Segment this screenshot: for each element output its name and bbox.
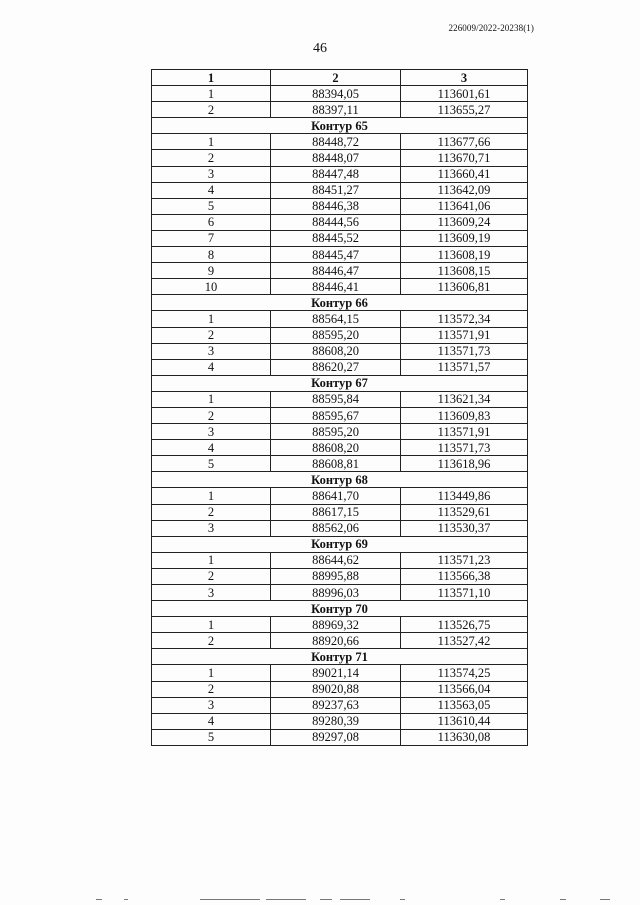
point-number-cell: 2	[152, 407, 271, 423]
x-coordinate-cell: 88397,11	[271, 102, 401, 118]
point-number-cell: 1	[152, 665, 271, 681]
contour-label: Контур 69	[152, 536, 528, 552]
point-number-cell: 5	[152, 198, 271, 214]
y-coordinate-cell: 113660,41	[401, 166, 528, 182]
table-row	[152, 407, 528, 423]
point-number-cell: 1	[152, 134, 271, 150]
point-number-cell: 2	[152, 327, 271, 343]
y-coordinate-cell: 113574,25	[401, 665, 528, 681]
point-number-cell: 3	[152, 697, 271, 713]
point-number-cell: 2	[152, 102, 271, 118]
y-coordinate-cell: 113601,61	[401, 86, 528, 102]
y-coordinate-cell: 113529,61	[401, 504, 528, 520]
x-coordinate-cell: 88451,27	[271, 182, 401, 198]
table-row	[152, 681, 528, 697]
x-coordinate-cell: 88641,70	[271, 488, 401, 504]
x-coordinate-cell: 89237,63	[271, 697, 401, 713]
point-number-cell: 10	[152, 279, 271, 295]
y-coordinate-cell: 113621,34	[401, 391, 528, 407]
y-coordinate-cell: 113571,73	[401, 440, 528, 456]
point-number-cell: 4	[152, 359, 271, 375]
x-coordinate-cell: 89297,08	[271, 729, 401, 745]
x-coordinate-cell: 88394,05	[271, 86, 401, 102]
x-coordinate-cell: 88564,15	[271, 311, 401, 327]
x-coordinate-cell: 89021,14	[271, 665, 401, 681]
coordinates-table	[151, 69, 528, 746]
x-coordinate-cell: 88644,62	[271, 552, 401, 568]
x-coordinate-cell: 88446,47	[271, 263, 401, 279]
x-coordinate-cell: 88595,84	[271, 391, 401, 407]
point-number-cell: 1	[152, 617, 271, 633]
x-coordinate-cell: 88608,20	[271, 440, 401, 456]
page-number: 46	[313, 41, 327, 56]
y-coordinate-cell: 113566,38	[401, 568, 528, 584]
contour-label: Контур 67	[152, 375, 528, 391]
point-number-cell: 3	[152, 343, 271, 359]
y-coordinate-cell: 113571,91	[401, 424, 528, 440]
y-coordinate-cell: 113530,37	[401, 520, 528, 536]
point-number-cell: 6	[152, 214, 271, 230]
document-id: 226009/2022-20238(1)	[448, 23, 534, 33]
table-row	[152, 247, 528, 263]
table-row	[152, 729, 528, 745]
point-number-cell: 9	[152, 263, 271, 279]
point-number-cell: 1	[152, 391, 271, 407]
table-row	[152, 230, 528, 246]
point-number-cell: 3	[152, 520, 271, 536]
table-row	[152, 665, 528, 681]
y-coordinate-cell: 113606,81	[401, 279, 528, 295]
column-header-x: 2	[271, 70, 401, 86]
point-number-cell: 1	[152, 86, 271, 102]
contour-label: Контур 71	[152, 649, 528, 665]
point-number-cell: 2	[152, 681, 271, 697]
x-coordinate-cell: 88996,03	[271, 585, 401, 601]
table-row	[152, 214, 528, 230]
point-number-cell: 4	[152, 182, 271, 198]
x-coordinate-cell: 88595,20	[271, 327, 401, 343]
table-row	[152, 279, 528, 295]
point-number-cell: 5	[152, 729, 271, 745]
contour-header-row	[152, 375, 528, 391]
y-coordinate-cell: 113609,24	[401, 214, 528, 230]
table-row	[152, 568, 528, 584]
table-row	[152, 617, 528, 633]
point-number-cell: 2	[152, 633, 271, 649]
y-coordinate-cell: 113527,42	[401, 633, 528, 649]
table-row	[152, 697, 528, 713]
y-coordinate-cell: 113608,15	[401, 263, 528, 279]
column-header-y: 3	[401, 70, 528, 86]
table-row	[152, 456, 528, 472]
x-coordinate-cell: 88595,67	[271, 407, 401, 423]
y-coordinate-cell: 113609,83	[401, 407, 528, 423]
y-coordinate-cell: 113572,34	[401, 311, 528, 327]
x-coordinate-cell: 89020,88	[271, 681, 401, 697]
table-row	[152, 86, 528, 102]
point-number-cell: 5	[152, 456, 271, 472]
y-coordinate-cell: 113571,23	[401, 552, 528, 568]
y-coordinate-cell: 113526,75	[401, 617, 528, 633]
contour-header-row	[152, 536, 528, 552]
point-number-cell: 4	[152, 713, 271, 729]
column-header-point: 1	[152, 70, 271, 86]
contour-label: Контур 65	[152, 118, 528, 134]
contour-label: Контур 68	[152, 472, 528, 488]
y-coordinate-cell: 113655,27	[401, 102, 528, 118]
x-coordinate-cell: 88445,47	[271, 247, 401, 263]
point-number-cell: 8	[152, 247, 271, 263]
table-row	[152, 440, 528, 456]
y-coordinate-cell: 113630,08	[401, 729, 528, 745]
x-coordinate-cell: 88969,32	[271, 617, 401, 633]
table-row	[152, 391, 528, 407]
table-row	[152, 343, 528, 359]
contour-label: Контур 70	[152, 601, 528, 617]
point-number-cell: 1	[152, 311, 271, 327]
y-coordinate-cell: 113571,10	[401, 585, 528, 601]
point-number-cell: 3	[152, 166, 271, 182]
y-coordinate-cell: 113677,66	[401, 134, 528, 150]
y-coordinate-cell: 113642,09	[401, 182, 528, 198]
y-coordinate-cell: 113610,44	[401, 713, 528, 729]
contour-header-row	[152, 472, 528, 488]
point-number-cell: 7	[152, 230, 271, 246]
table-header-row	[152, 70, 528, 86]
table-row	[152, 182, 528, 198]
x-coordinate-cell: 88562,06	[271, 520, 401, 536]
table-row	[152, 102, 528, 118]
x-coordinate-cell: 88920,66	[271, 633, 401, 649]
point-number-cell: 3	[152, 424, 271, 440]
table-row	[152, 633, 528, 649]
table-row	[152, 150, 528, 166]
point-number-cell: 2	[152, 150, 271, 166]
x-coordinate-cell: 88448,72	[271, 134, 401, 150]
x-coordinate-cell: 88447,48	[271, 166, 401, 182]
point-number-cell: 2	[152, 568, 271, 584]
contour-header-row	[152, 295, 528, 311]
contour-header-row	[152, 118, 528, 134]
table-row	[152, 166, 528, 182]
x-coordinate-cell: 88608,81	[271, 456, 401, 472]
y-coordinate-cell: 113571,73	[401, 343, 528, 359]
x-coordinate-cell: 89280,39	[271, 713, 401, 729]
x-coordinate-cell: 88446,38	[271, 198, 401, 214]
table-row	[152, 585, 528, 601]
x-coordinate-cell: 88617,15	[271, 504, 401, 520]
table-body	[152, 86, 528, 746]
table-row	[152, 359, 528, 375]
x-coordinate-cell: 88448,07	[271, 150, 401, 166]
table-row	[152, 134, 528, 150]
x-coordinate-cell: 88446,41	[271, 279, 401, 295]
y-coordinate-cell: 113609,19	[401, 230, 528, 246]
y-coordinate-cell: 113608,19	[401, 247, 528, 263]
y-coordinate-cell: 113641,06	[401, 198, 528, 214]
point-number-cell: 1	[152, 488, 271, 504]
table-row	[152, 327, 528, 343]
y-coordinate-cell: 113571,91	[401, 327, 528, 343]
table-row	[152, 263, 528, 279]
table-row	[152, 488, 528, 504]
point-number-cell: 1	[152, 552, 271, 568]
table-row	[152, 552, 528, 568]
y-coordinate-cell: 113670,71	[401, 150, 528, 166]
scan-artifact-strip	[0, 897, 640, 903]
table-row	[152, 311, 528, 327]
x-coordinate-cell: 88995,88	[271, 568, 401, 584]
y-coordinate-cell: 113449,86	[401, 488, 528, 504]
point-number-cell: 2	[152, 504, 271, 520]
point-number-cell: 4	[152, 440, 271, 456]
x-coordinate-cell: 88595,20	[271, 424, 401, 440]
y-coordinate-cell: 113563,05	[401, 697, 528, 713]
contour-label: Контур 66	[152, 295, 528, 311]
table-row	[152, 520, 528, 536]
table-row	[152, 713, 528, 729]
table-row	[152, 504, 528, 520]
x-coordinate-cell: 88445,52	[271, 230, 401, 246]
contour-header-row	[152, 601, 528, 617]
y-coordinate-cell: 113618,96	[401, 456, 528, 472]
x-coordinate-cell: 88620,27	[271, 359, 401, 375]
table-row	[152, 424, 528, 440]
table-row	[152, 198, 528, 214]
y-coordinate-cell: 113571,57	[401, 359, 528, 375]
contour-header-row	[152, 649, 528, 665]
point-number-cell: 3	[152, 585, 271, 601]
x-coordinate-cell: 88608,20	[271, 343, 401, 359]
y-coordinate-cell: 113566,04	[401, 681, 528, 697]
x-coordinate-cell: 88444,56	[271, 214, 401, 230]
